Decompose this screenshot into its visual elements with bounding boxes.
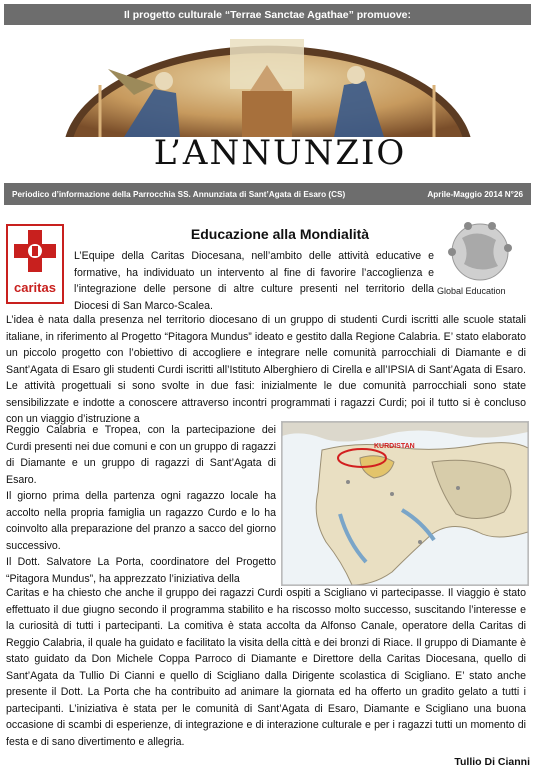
article-paragraph-2: L’idea è nata dalla presenza nel territorio diocesano di un gruppo di studenti Curdi iscritti alle scuole statali italiane, in riferimento al Progetto “Pitagora Mundus” ideato e gestito dalla Regione Calabria. E’ stato elaborato un piccolo progetto con l’obiettivo di accogliere e integrare nelle comunità parrocchiali di Diamante e di Sant’Agata di Esaro gli studenti Curdi iscritti all’Istituto Alberghiero di Cirella e all’IPSIA di Sant’Agata di Esaro. Le attività progettuali si sono svolte in due fasi: inizialmente le due comunità parrocchiali sono state sensibilizzate e indotte a conoscere attraverso incontri programmati i ragazzi Curdi; poi il tutto si è concluso con un viaggio d’istruzione a bbox=[6, 314, 526, 425]
article-paragraph-3 bbox=[6, 422, 276, 587]
article-paragraph-3a: Reggio Calabria e Tropea, con la partecipazione dei Curdi presenti nei due comuni e con un gruppo di ragazzi di Diamante e un gruppo di ragazzi di Sant’Agata di Esaro. bbox=[6, 424, 276, 486]
article-paragraph-1: L’Equipe della Caritas Diocesana, nell’ambito delle attività educative e formative, ha individuato un intervento al fine di favorire l’accoglienza e l’integrazione delle persone di altre culture presenti nel territorio della Diocesi di San Marco-Scalea. bbox=[74, 250, 434, 312]
map-label: KURDISTAN bbox=[374, 443, 415, 450]
masthead-title: L’ANNUNZIO bbox=[153, 133, 407, 173]
subtitle-text: Periodico d’informazione della Parrocchia SS. Annunziata di Sant’Agata di Esaro (CS) bbox=[12, 189, 346, 199]
article-paragraph-3c: Il Dott. Salvatore La Porta, coordinatore del Progetto “Pitagora Mundus”, ha apprezzato l’iniziativa della bbox=[6, 556, 276, 585]
issue-text: Aprile-Maggio 2014 N°26 bbox=[427, 189, 523, 199]
promo-bar bbox=[4, 4, 531, 25]
article-paragraph-4: Caritas e ha chiesto che anche il gruppo dei ragazzi Curdi ospiti a Scigliano vi partecipasse. Il viaggio è stato effettuato il due giugno secondo il programma stabilito e ha riscosso molto successo, suscitando l’interesse e la curiosità di tutti i partecipanti. La comitiva è stata accolta da Alfonso Canale, operatore della Caritas di Reggio Calabria, il quale ha guidato e facilitato la visita della città e dei bronzi di Riace. Il gruppo di Diamante è stato guidato da Don Michele Coppa Parroco di Diamante e Direttore della Caritas Diocesana, quello di Sant’Agata da Tullio Di Cianni e quello di Scigliano dalla Dirigente scolastica di Scigliano. E’ stato anche presente il Dott. La Porta che ha contribuito ad animare la giornata ed ha offerto un gradito gelato a tutti i partecipanti. L’iniziativa è stata per le comunità di Sant’Agata di Esaro, Diamante e Scigliano una buona occasione di scambi di esperienze, di integrazione e di interazione culturale e per i ragazzi tutti un momento di festa e di sano divertimento e allegria. bbox=[6, 587, 526, 748]
caritas-label: caritas bbox=[14, 280, 56, 295]
promo-text: Il progetto culturale “Terrae Sanctae Agathae” promuove: bbox=[123, 8, 412, 21]
global-education-label: Global Education bbox=[437, 286, 506, 296]
article-paragraph-3b: Il giorno prima della partenza ogni ragazzo locale ha accolto nella propria famiglia un ragazzo Curdo e lo ha coinvolto alla preparazione del pranzo a sacco del giorno successivo. bbox=[6, 490, 276, 552]
middle-east-map bbox=[281, 421, 529, 586]
article-signature: Tullio Di Cianni bbox=[454, 756, 530, 768]
subtitle-bar bbox=[4, 183, 531, 205]
article-title: Educazione alla Mondialità bbox=[190, 226, 370, 242]
